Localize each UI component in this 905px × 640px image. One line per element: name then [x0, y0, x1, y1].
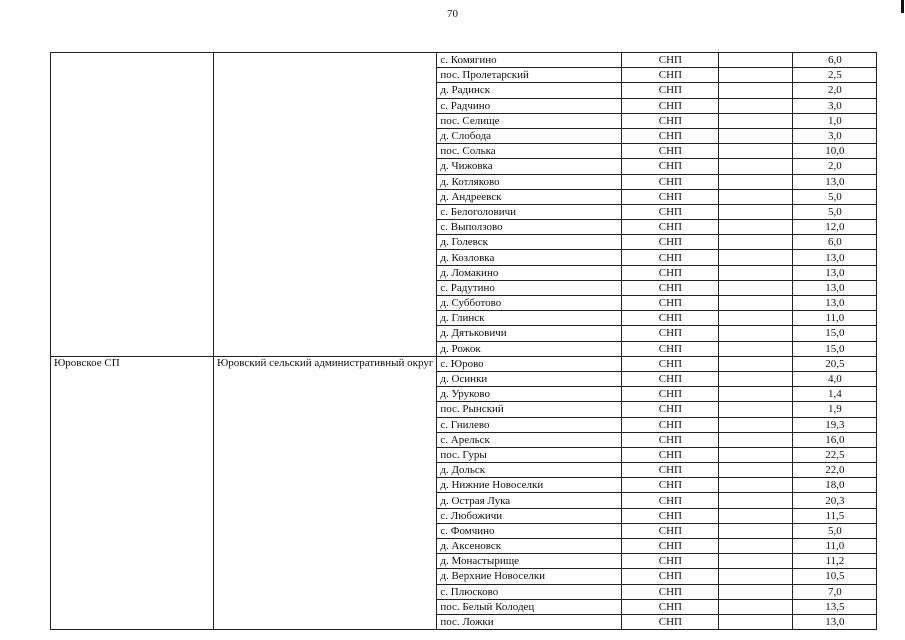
type-cell: СНП: [622, 280, 719, 295]
value-cell: 12,0: [793, 220, 877, 235]
district-type-cell: [214, 53, 437, 357]
value-cell: 5,0: [793, 204, 877, 219]
settlement-cell: д. Уруково: [437, 387, 622, 402]
type-cell: СНП: [622, 554, 719, 569]
settlement-cell: пос. Рынский: [437, 402, 622, 417]
type-cell: СНП: [622, 235, 719, 250]
settlement-cell: д. Рожок: [437, 341, 622, 356]
settlement-cell: д. Глинск: [437, 311, 622, 326]
type-cell: СНП: [622, 204, 719, 219]
value-cell: 4,0: [793, 371, 877, 386]
empty-cell: [719, 280, 793, 295]
settlement-cell: пос. Пролетарский: [437, 68, 622, 83]
type-cell: СНП: [622, 523, 719, 538]
type-cell: СНП: [622, 311, 719, 326]
empty-cell: [719, 402, 793, 417]
type-cell: СНП: [622, 220, 719, 235]
district-type-cell: Юровский сельский административный округ: [214, 356, 437, 629]
value-cell: 13,0: [793, 614, 877, 629]
empty-cell: [719, 417, 793, 432]
value-cell: 15,0: [793, 326, 877, 341]
empty-cell: [719, 159, 793, 174]
type-cell: СНП: [622, 250, 719, 265]
empty-cell: [719, 387, 793, 402]
empty-cell: [719, 523, 793, 538]
type-cell: СНП: [622, 53, 719, 68]
value-cell: 3,0: [793, 98, 877, 113]
empty-cell: [719, 447, 793, 462]
settlement-cell: с. Фомчино: [437, 523, 622, 538]
settlement-cell: д. Субботово: [437, 296, 622, 311]
type-cell: СНП: [622, 599, 719, 614]
value-cell: 1,4: [793, 387, 877, 402]
value-cell: 11,0: [793, 539, 877, 554]
value-cell: 11,0: [793, 311, 877, 326]
value-cell: 10,5: [793, 569, 877, 584]
value-cell: 13,0: [793, 265, 877, 280]
value-cell: 10,0: [793, 144, 877, 159]
empty-cell: [719, 341, 793, 356]
type-cell: СНП: [622, 432, 719, 447]
type-cell: СНП: [622, 539, 719, 554]
value-cell: 13,0: [793, 280, 877, 295]
table-body: [51, 53, 877, 630]
empty-cell: [719, 98, 793, 113]
type-cell: СНП: [622, 68, 719, 83]
type-cell: СНП: [622, 478, 719, 493]
settlement-cell: д. Слобода: [437, 128, 622, 143]
empty-cell: [719, 174, 793, 189]
type-cell: СНП: [622, 584, 719, 599]
type-cell: СНП: [622, 508, 719, 523]
type-cell: СНП: [622, 569, 719, 584]
type-cell: СНП: [622, 83, 719, 98]
value-cell: 11,5: [793, 508, 877, 523]
type-cell: СНП: [622, 356, 719, 371]
table-row: [51, 356, 877, 371]
value-cell: 22,5: [793, 447, 877, 462]
empty-cell: [719, 189, 793, 204]
settlement-cell: д. Верхние Новоселки: [437, 569, 622, 584]
value-cell: 6,0: [793, 235, 877, 250]
settlement-cell: пос. Гуры: [437, 447, 622, 462]
settlement-cell: д. Радинск: [437, 83, 622, 98]
settlement-cell: с. Юрово: [437, 356, 622, 371]
value-cell: 15,0: [793, 341, 877, 356]
type-cell: СНП: [622, 341, 719, 356]
value-cell: 3,0: [793, 128, 877, 143]
value-cell: 5,0: [793, 523, 877, 538]
settlement-cell: с. Белоголовичи: [437, 204, 622, 219]
empty-cell: [719, 614, 793, 629]
empty-cell: [719, 128, 793, 143]
settlement-cell: с. Любожичи: [437, 508, 622, 523]
type-cell: СНП: [622, 113, 719, 128]
empty-cell: [719, 220, 793, 235]
value-cell: 11,2: [793, 554, 877, 569]
settlement-cell: пос. Белый Колодец: [437, 599, 622, 614]
value-cell: 13,0: [793, 296, 877, 311]
type-cell: СНП: [622, 387, 719, 402]
value-cell: 18,0: [793, 478, 877, 493]
type-cell: СНП: [622, 189, 719, 204]
settlement-cell: с. Плюсково: [437, 584, 622, 599]
settlement-cell: д. Монастырище: [437, 554, 622, 569]
value-cell: 20,3: [793, 493, 877, 508]
table-row: [51, 53, 877, 68]
value-cell: 16,0: [793, 432, 877, 447]
type-cell: СНП: [622, 128, 719, 143]
value-cell: 13,0: [793, 250, 877, 265]
type-cell: СНП: [622, 296, 719, 311]
page-number: 70: [447, 8, 458, 20]
type-cell: СНП: [622, 402, 719, 417]
empty-cell: [719, 53, 793, 68]
settlement-cell: пос. Ложки: [437, 614, 622, 629]
settlement-cell: д. Острая Лука: [437, 493, 622, 508]
settlement-cell: пос. Солька: [437, 144, 622, 159]
empty-cell: [719, 68, 793, 83]
value-cell: 19,3: [793, 417, 877, 432]
value-cell: 2,0: [793, 159, 877, 174]
empty-cell: [719, 265, 793, 280]
settlement-cell: с. Радутино: [437, 280, 622, 295]
type-cell: СНП: [622, 174, 719, 189]
settlement-cell: д. Ломакино: [437, 265, 622, 280]
empty-cell: [719, 83, 793, 98]
value-cell: 20,5: [793, 356, 877, 371]
type-cell: СНП: [622, 614, 719, 629]
empty-cell: [719, 508, 793, 523]
empty-cell: [719, 204, 793, 219]
settlement-cell: д. Осинки: [437, 371, 622, 386]
settlement-cell: с. Комягино: [437, 53, 622, 68]
empty-cell: [719, 569, 793, 584]
empty-cell: [719, 113, 793, 128]
district-cell: Юровское СП: [51, 356, 214, 629]
empty-cell: [719, 371, 793, 386]
settlement-cell: пос. Селище: [437, 113, 622, 128]
edge-mark: [901, 0, 904, 13]
settlement-cell: с. Гнилево: [437, 417, 622, 432]
settlement-cell: д. Козловка: [437, 250, 622, 265]
type-cell: СНП: [622, 265, 719, 280]
type-cell: СНП: [622, 463, 719, 478]
empty-cell: [719, 144, 793, 159]
type-cell: СНП: [622, 98, 719, 113]
value-cell: 7,0: [793, 584, 877, 599]
type-cell: СНП: [622, 326, 719, 341]
settlement-cell: д. Нижние Новоселки: [437, 478, 622, 493]
empty-cell: [719, 478, 793, 493]
empty-cell: [719, 250, 793, 265]
value-cell: 13,0: [793, 174, 877, 189]
type-cell: СНП: [622, 417, 719, 432]
value-cell: 5,0: [793, 189, 877, 204]
type-cell: СНП: [622, 447, 719, 462]
settlement-cell: д. Голевск: [437, 235, 622, 250]
value-cell: 13,5: [793, 599, 877, 614]
settlement-cell: д. Чижовка: [437, 159, 622, 174]
value-cell: 1,9: [793, 402, 877, 417]
empty-cell: [719, 311, 793, 326]
value-cell: 2,5: [793, 68, 877, 83]
empty-cell: [719, 599, 793, 614]
empty-cell: [719, 493, 793, 508]
settlements-table: [50, 52, 877, 630]
settlement-cell: д. Аксеновск: [437, 539, 622, 554]
district-cell: [51, 53, 214, 357]
value-cell: 2,0: [793, 83, 877, 98]
value-cell: 6,0: [793, 53, 877, 68]
empty-cell: [719, 539, 793, 554]
empty-cell: [719, 235, 793, 250]
settlement-cell: с. Арельск: [437, 432, 622, 447]
empty-cell: [719, 326, 793, 341]
settlement-cell: д. Дятьковичи: [437, 326, 622, 341]
settlement-cell: д. Котляково: [437, 174, 622, 189]
empty-cell: [719, 356, 793, 371]
type-cell: СНП: [622, 144, 719, 159]
value-cell: 1,0: [793, 113, 877, 128]
empty-cell: [719, 296, 793, 311]
empty-cell: [719, 554, 793, 569]
settlement-cell: с. Радчино: [437, 98, 622, 113]
type-cell: СНП: [622, 493, 719, 508]
empty-cell: [719, 463, 793, 478]
type-cell: СНП: [622, 159, 719, 174]
value-cell: 22,0: [793, 463, 877, 478]
settlement-cell: с. Выползово: [437, 220, 622, 235]
type-cell: СНП: [622, 371, 719, 386]
settlement-cell: д. Дольск: [437, 463, 622, 478]
empty-cell: [719, 584, 793, 599]
settlement-cell: д. Андреевск: [437, 189, 622, 204]
empty-cell: [719, 432, 793, 447]
